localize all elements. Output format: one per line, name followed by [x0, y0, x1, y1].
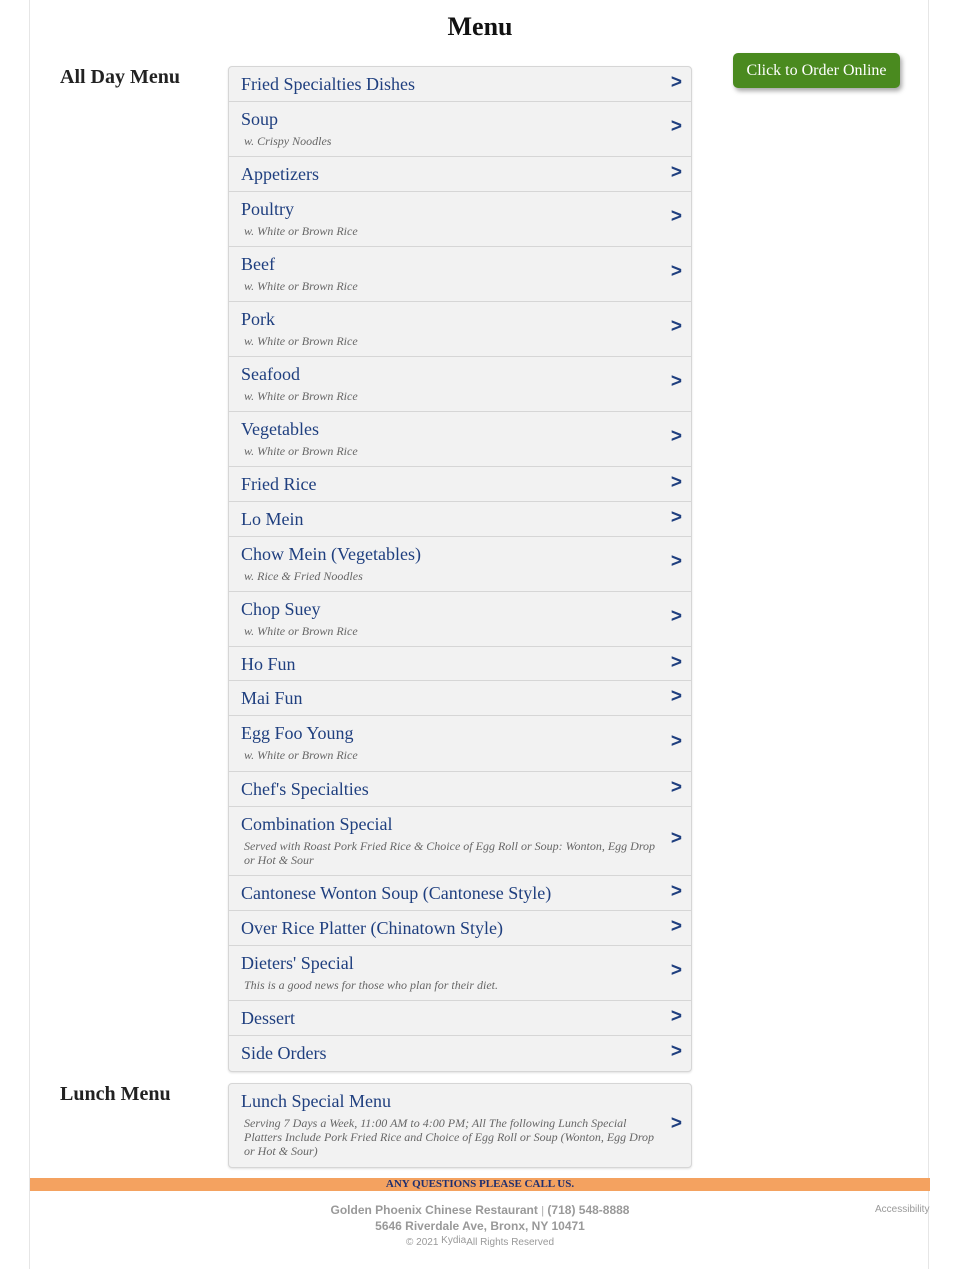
- chevron-right-icon: >: [670, 777, 682, 798]
- menu-category-title: Dieters' Special: [241, 953, 354, 973]
- chevron-right-icon: >: [670, 960, 682, 981]
- restaurant-name: Golden Phoenix Chinese Restaurant: [330, 1203, 538, 1217]
- menu-category-title: Dessert: [241, 1008, 295, 1028]
- menu-category-description: Served with Roast Pork Fried Rice & Choice of Egg Roll or Soup: Wonton, Egg Drop or Hot & Sour: [244, 839, 656, 867]
- menu-category-item[interactable]: [229, 502, 691, 537]
- page-title: Menu: [447, 12, 513, 41]
- chevron-right-icon: >: [670, 472, 682, 493]
- menu-category-title: Soup: [241, 109, 279, 129]
- chevron-right-icon: >: [670, 881, 682, 902]
- menu-category-item[interactable]: [229, 807, 691, 876]
- menu-category-description: w. White or Brown Rice: [244, 334, 358, 348]
- lunch-menu-heading: Lunch Menu: [60, 1083, 171, 1105]
- menu-category-item[interactable]: [229, 946, 691, 1001]
- chevron-right-icon: >: [670, 916, 682, 937]
- menu-category-description: Serving 7 Days a Week, 11:00 AM to 4:00 PM; All The following Lunch Special Platters Include Pork Fried Rice and Choice of Egg Roll or Soup (Wonton, Egg Drop or Hot & Sour): [244, 1116, 655, 1158]
- chevron-right-icon: >: [670, 507, 682, 528]
- copyright-text: © 2021: [405, 1237, 439, 1248]
- chevron-right-icon: >: [670, 1006, 682, 1027]
- menu-category-title: Seafood: [241, 364, 300, 384]
- menu-category-description: This is a good news for those who plan for their diet.: [244, 978, 499, 992]
- menu-category-item[interactable]: [229, 157, 691, 192]
- lunch-menu-list: [228, 1083, 692, 1168]
- chevron-right-icon: >: [670, 606, 682, 627]
- menu-category-item[interactable]: [229, 772, 691, 807]
- menu-category-description: w. White or Brown Rice: [244, 444, 358, 458]
- menu-category-description: w. White or Brown Rice: [244, 624, 358, 638]
- chevron-right-icon: >: [670, 72, 682, 93]
- menu-category-item[interactable]: [229, 537, 691, 592]
- menu-category-item[interactable]: [229, 716, 691, 772]
- menu-category-item[interactable]: [229, 67, 691, 102]
- menu-category-item[interactable]: [229, 592, 691, 647]
- chevron-right-icon: >: [670, 652, 682, 673]
- menu-category-item[interactable]: [229, 302, 691, 357]
- chevron-right-icon: >: [670, 686, 682, 707]
- menu-category-item[interactable]: [229, 357, 691, 412]
- menu-category-title: Lunch Special Menu: [241, 1091, 391, 1111]
- menu-category-title: Combination Special: [241, 814, 393, 834]
- menu-category-title: Chef's Specialties: [241, 779, 369, 799]
- menu-category-title: Side Orders: [241, 1043, 327, 1063]
- menu-category-title: Appetizers: [241, 164, 319, 184]
- menu-category-description: w. White or Brown Rice: [244, 224, 358, 238]
- menu-category-item[interactable]: [229, 192, 691, 247]
- call-us-banner: ANY QUESTIONS PLEASE CALL US.: [30, 1178, 930, 1191]
- menu-category-description: w. White or Brown Rice: [244, 748, 358, 762]
- accessibility-link[interactable]: Accessibility: [875, 1204, 930, 1215]
- chevron-right-icon: >: [670, 1041, 682, 1062]
- menu-category-title: Lo Mein: [241, 509, 304, 529]
- chevron-right-icon: >: [670, 316, 682, 337]
- menu-category-description: w. Rice & Fried Noodles: [244, 569, 363, 583]
- footer-separator: |: [541, 1205, 545, 1217]
- menu-category-title: Mai Fun: [241, 688, 303, 708]
- phone-number[interactable]: (718) 548-8888: [547, 1203, 630, 1217]
- menu-category-title: Beef: [241, 254, 275, 274]
- menu-category-item[interactable]: [229, 1036, 691, 1071]
- menu-category-item[interactable]: [229, 412, 691, 467]
- menu-category-item[interactable]: [229, 467, 691, 502]
- restaurant-address: 5646 Riverdale Ave, Bronx, NY 10471: [375, 1219, 585, 1233]
- menu-category-item[interactable]: [229, 247, 691, 302]
- menu-category-item[interactable]: [229, 1084, 691, 1167]
- chevron-right-icon: >: [670, 162, 682, 183]
- all-day-menu-heading: All Day Menu: [60, 66, 180, 88]
- menu-category-title: Poultry: [241, 199, 295, 219]
- order-online-button[interactable]: Click to Order Online: [733, 53, 900, 88]
- menu-category-title: Vegetables: [241, 419, 319, 439]
- chevron-right-icon: >: [670, 828, 682, 849]
- chevron-right-icon: >: [670, 261, 682, 282]
- menu-category-description: w. Crispy Noodles: [244, 134, 332, 148]
- menu-category-title: Fried Rice: [241, 474, 317, 494]
- menu-category-item[interactable]: [229, 911, 691, 946]
- chevron-right-icon: >: [670, 1112, 682, 1134]
- menu-category-item[interactable]: [229, 1001, 691, 1036]
- rights-text: All Rights Reserved: [466, 1237, 554, 1248]
- chevron-right-icon: >: [670, 116, 682, 137]
- menu-category-item[interactable]: [229, 647, 691, 681]
- menu-category-title: Ho Fun: [241, 654, 296, 674]
- menu-category-title: Fried Specialties Dishes: [241, 74, 415, 94]
- menu-category-title: Chow Mein (Vegetables): [241, 544, 421, 564]
- footer: [0, 1203, 960, 1250]
- menu-category-item[interactable]: [229, 681, 691, 716]
- chevron-right-icon: >: [670, 206, 682, 227]
- menu-category-title: Over Rice Platter (Chinatown Style): [241, 918, 503, 938]
- kydia-brand-link[interactable]: Kydia: [441, 1235, 467, 1246]
- menu-category-item[interactable]: [229, 876, 691, 911]
- menu-category-item[interactable]: [229, 102, 691, 157]
- menu-category-description: w. White or Brown Rice: [244, 389, 358, 403]
- menu-category-title: Pork: [241, 309, 276, 329]
- menu-category-title: Cantonese Wonton Soup (Cantonese Style): [241, 883, 552, 903]
- chevron-right-icon: >: [670, 371, 682, 392]
- chevron-right-icon: >: [670, 426, 682, 447]
- menu-category-title: Chop Suey: [241, 599, 321, 619]
- chevron-right-icon: >: [670, 730, 682, 752]
- chevron-right-icon: >: [670, 551, 682, 572]
- menu-category-description: w. White or Brown Rice: [244, 279, 358, 293]
- menu-category-title: Egg Foo Young: [241, 723, 354, 743]
- all-day-menu-list: [228, 66, 692, 1072]
